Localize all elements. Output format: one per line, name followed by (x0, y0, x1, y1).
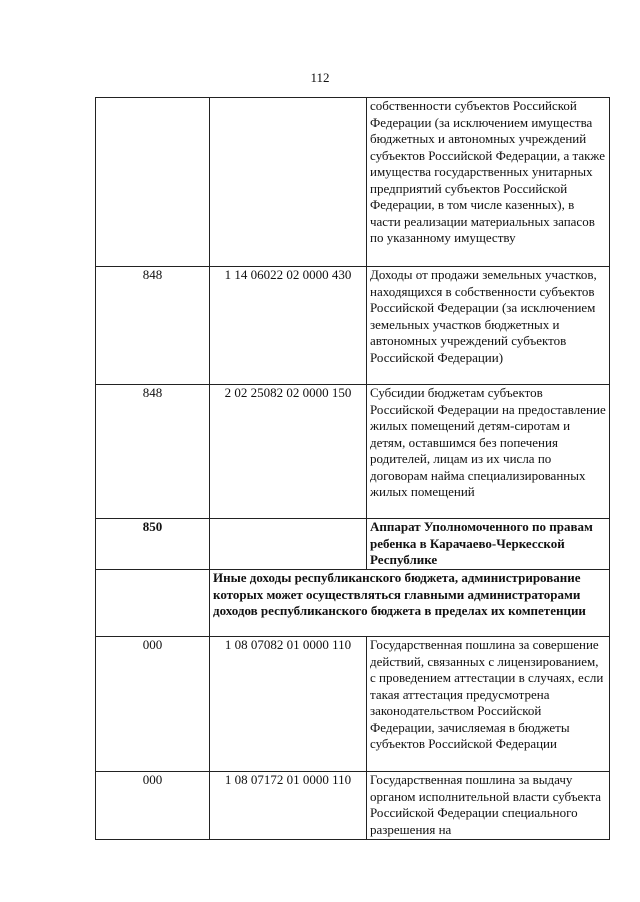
section-header-row (96, 570, 610, 637)
section-title: Иные доходы республиканского бюджета, администрирование которых может осуществляться главными администраторами доходов республиканского бюджета в пределах их компетенции (210, 570, 610, 637)
table-row (96, 267, 610, 385)
revenue-code-cell (210, 98, 367, 267)
revenue-administrators-table (95, 97, 610, 840)
admin-code-cell: 848 (96, 267, 210, 385)
table-row (96, 519, 610, 570)
description-cell: Государственная пошлина за совершение действий, связанных с лицензированием, с проведением аттестации в случаях, если такая аттестация предусмотрена законодательством Российской Федерации, зачисляемая в бюджеты субъектов Российской Федерации (367, 637, 610, 772)
table-row (96, 637, 610, 772)
revenue-code-cell: 1 08 07082 01 0000 110 (210, 637, 367, 772)
table-row (96, 98, 610, 267)
admin-code-cell: 848 (96, 385, 210, 519)
admin-code-cell: 000 (96, 772, 210, 840)
description-cell: Доходы от продажи земельных участков, находящихся в собственности субъектов Российской Федерации (за исключением земельных участков бюджетных и автономных учреждений субъектов Российской Федерации) (367, 267, 610, 385)
revenue-code-cell: 2 02 25082 02 0000 150 (210, 385, 367, 519)
description-cell: Субсидии бюджетам субъектов Российской Федерации на предоставление жилых помещений детям-сиротам и детям, оставшимся без попечения родителей, лицам из их числа по договорам найма специализированных жилых помещений (367, 385, 610, 519)
admin-code-cell: 850 (96, 519, 210, 570)
revenue-code-cell: 1 14 06022 02 0000 430 (210, 267, 367, 385)
revenue-code-cell (210, 519, 367, 570)
description-cell: собственности субъектов Российской Федерации (за исключением имущества бюджетных и автономных учреждений субъектов Российской Федерации, а также имущества государственных унитарных предприятий субъектов Российской Федерации, в том числе казенных), в части реализации материальных запасов по указанному имуществу (367, 98, 610, 267)
description-cell: Государственная пошлина за выдачу органом исполнительной власти субъекта Российской Федерации специального разрешения на (367, 772, 610, 840)
revenue-code-cell: 1 08 07172 01 0000 110 (210, 772, 367, 840)
admin-code-cell: 000 (96, 637, 210, 772)
table-row (96, 772, 610, 840)
empty-cell (96, 570, 210, 637)
administrator-name-cell: Аппарат Уполномоченного по правам ребенка в Карачаево-Черкесской Республике (367, 519, 610, 570)
table-row (96, 385, 610, 519)
admin-code-cell (96, 98, 210, 267)
page-number: 112 (310, 70, 330, 85)
